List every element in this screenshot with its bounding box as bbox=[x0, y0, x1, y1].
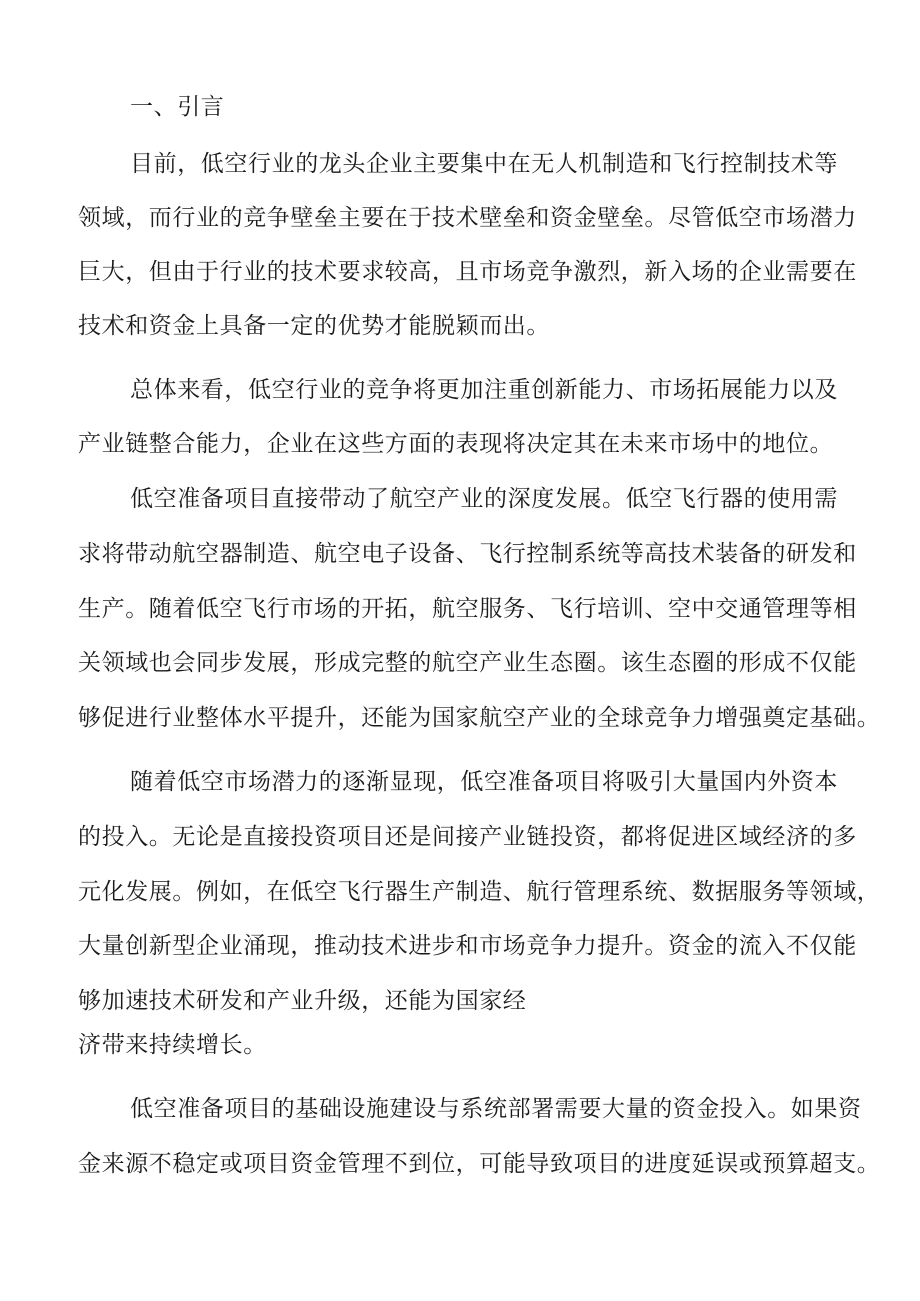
paragraph-line: 产业链整合能力，企业在这些方面的表现将决定其在未来市场中的地位。 bbox=[78, 431, 834, 457]
paragraph-line: 的投入。无论是直接投资项目还是间接产业链投资，都将促进区域经济的多 bbox=[78, 824, 857, 850]
paragraph-line: 大量创新型企业涌现，推动技术进步和市场竞争力提升。资金的流入不仅能 bbox=[78, 933, 857, 959]
paragraph-line: 元化发展。例如，在低空飞行器生产制造、航行管理系统、数据服务等领域， bbox=[78, 879, 881, 905]
paragraph-line: 低空准备项目直接带动了航空产业的深度发展。低空飞行器的使用需 bbox=[130, 486, 838, 512]
paragraph-line: 求将带动航空器制造、航空电子设备、飞行控制系统等高技术装备的研发和 bbox=[78, 541, 857, 567]
paragraph-line: 随着低空市场潜力的逐渐显现，低空准备项目将吸引大量国内外资本 bbox=[130, 769, 838, 795]
paragraph-line: 生产。随着低空飞行市场的开拓，航空服务、飞行培训、空中交通管理等相 bbox=[78, 596, 857, 622]
paragraph-line: 总体来看，低空行业的竞争将更加注重创新能力、市场拓展能力以及 bbox=[130, 377, 838, 403]
section-heading: 一、引言 bbox=[130, 94, 225, 120]
paragraph-line: 目前，低空行业的龙头企业主要集中在无人机制造和飞行控制技术等 bbox=[130, 151, 838, 177]
paragraph-line: 济带来持续增长。 bbox=[78, 1032, 267, 1058]
paragraph-line: 金来源不稳定或项目资金管理不到位，可能导致项目的进度延误或预算超支。 bbox=[78, 1151, 881, 1177]
paragraph-line: 低空准备项目的基础设施建设与系统部署需要大量的资金投入。如果资 bbox=[130, 1096, 862, 1122]
paragraph-line: 领域，而行业的竞争壁垒主要在于技术壁垒和资金壁垒。尽管低空市场潜力 bbox=[78, 205, 857, 231]
paragraph-line: 够促进行业整体水平提升，还能为国家航空产业的全球竞争力增强奠定基础。 bbox=[78, 705, 881, 731]
paragraph-line: 技术和资金上具备一定的优势才能脱颖而出。 bbox=[78, 313, 550, 339]
paragraph-line: 够加速技术研发和产业升级，还能为国家经 bbox=[78, 988, 527, 1014]
paragraph-line: 巨大，但由于行业的技术要求较高，且市场竞争激烈，新入场的企业需要在 bbox=[78, 259, 857, 285]
paragraph-line: 关领域也会同步发展，形成完整的航空产业生态圈。该生态圈的形成不仅能 bbox=[78, 650, 857, 676]
